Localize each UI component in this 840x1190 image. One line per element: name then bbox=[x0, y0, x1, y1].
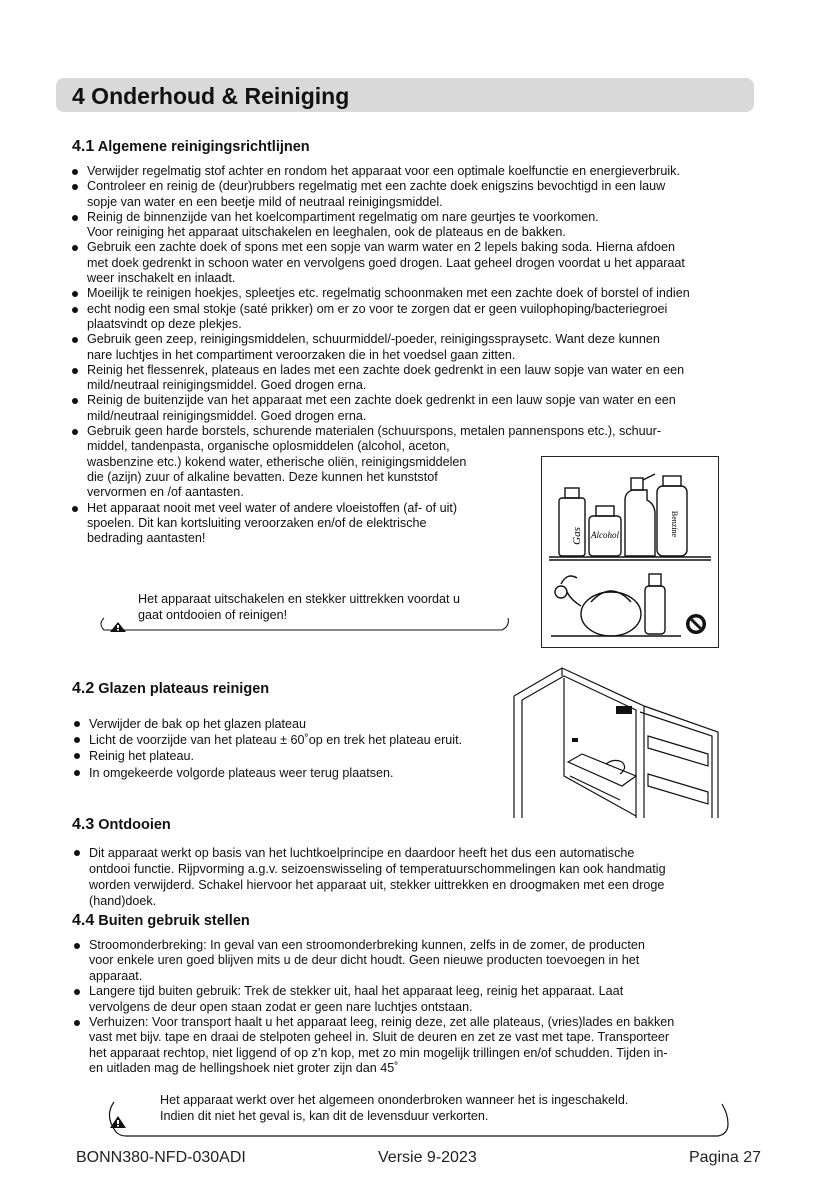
list-item bbox=[74, 732, 514, 748]
paragraph-line: Dit apparaat werkt op basis van het luchtkoelprincipe en daardoor heeft het dus een automatische bbox=[89, 846, 635, 860]
list-item-continuation: wasbenzine etc.) kokend water, etherische oliën, reinigingsmiddelen bbox=[87, 454, 467, 469]
fridge-illustration bbox=[512, 666, 734, 818]
paragraph-line: worden verwijderd. Schakel hiervoor het apparaat uit, stekker uittrekken en droogmaken met een droge bbox=[89, 878, 665, 892]
list-item-text: Verwijder de bak op het glazen plateau bbox=[89, 717, 307, 731]
list-item-text: Controleer en reinig de (deur)rubbers regelmatig met een zachte doek enigszins bevochtigd in een lauw bbox=[87, 179, 666, 194]
list-item bbox=[72, 286, 772, 301]
paragraph-line: ontdooi functie. Rijpvorming a.g.v. seizoenswisseling of temperatuurschommelingen kan ook handmatig bbox=[89, 862, 666, 876]
section-4-2-heading bbox=[72, 680, 269, 698]
warning-text: gaat ontdooien of reinigen! bbox=[138, 607, 288, 622]
warning-text: Het apparaat werkt over het algemeen ononderbroken wanneer het is ingeschakeld. bbox=[160, 1093, 629, 1107]
list-item bbox=[74, 938, 774, 984]
list-item-continuation: middel, tandenpasta, organische oplosmiddelen (alcohol, aceton, bbox=[87, 439, 450, 454]
section-title: Buiten gebruik stellen bbox=[98, 913, 250, 929]
list-item-continuation: sopje van water en een beetje mild of neutraal reinigingsmiddel. bbox=[87, 194, 443, 209]
list-item bbox=[72, 164, 772, 179]
list-item-text: Gebruik geen harde borstels, schurende materialen (schuurspons, metalen pannenspons etc.), schuur- bbox=[87, 424, 662, 439]
section-number: 4.1 bbox=[72, 138, 95, 155]
list-item-continuation: voor enkele uren goed blijven mits u de deur dicht houdt. Geen nieuwe producten toevoegen in het bbox=[89, 953, 640, 968]
list-item-continuation: die (azijn) zuur of alkaline bevatten. Deze kunnen het kunststof bbox=[87, 469, 438, 484]
section-number: 4.2 bbox=[72, 680, 95, 697]
list-item-continuation: apparaat. bbox=[89, 968, 143, 983]
list-item-text: Verwijder regelmatig stof achter en rondom het apparaat voor een optimale koelfunctie en energieverbruik. bbox=[87, 164, 680, 178]
chapter-title: 4 Onderhoud & Reiniging bbox=[72, 83, 350, 109]
section-4-4-list bbox=[74, 938, 774, 1077]
list-item-text: Reinig het flessenrek, plateaus en lades met een zachte doek gedrenkt in een lauw sopje van water en een bbox=[87, 362, 685, 377]
list-item bbox=[74, 1015, 774, 1077]
list-item-text: Reinig de buitenzijde van het apparaat met een zachte doek gedrenkt in een lauw sopje van water en een bbox=[87, 393, 676, 408]
list-item-continuation: spoelen. Dit kan kortsluiting veroorzaken en/of de elektrische bbox=[87, 515, 427, 530]
section-number: 4.3 bbox=[72, 816, 95, 833]
section-title: Ontdooien bbox=[98, 817, 171, 833]
list-item-text: Gebruik een zachte doek of spons met een sopje van warm water en 2 lepels baking soda. Hierna afdoen bbox=[87, 240, 676, 255]
section-4-3-heading bbox=[72, 816, 171, 834]
list-item-continuation: nare luchtjes in het compartiment veroorzaken die in het voedsel gaan zitten. bbox=[87, 347, 516, 362]
list-item-text: Het apparaat nooit met veel water of andere vloeistoffen (af- of uit) bbox=[87, 500, 458, 515]
list-item bbox=[72, 240, 772, 286]
list-item bbox=[74, 748, 514, 764]
list-item-continuation: vervolgens de deur open staan zodat er geen nare luchtjes ontstaan. bbox=[89, 999, 473, 1014]
section-number: 4.4 bbox=[72, 912, 95, 929]
section-4-4-heading bbox=[72, 912, 250, 930]
warning-4-4 bbox=[160, 1093, 628, 1124]
section-4-2-list bbox=[74, 716, 514, 781]
list-item-continuation: weer inschakelt en inlaadt. bbox=[87, 271, 236, 286]
list-item-text: Verhuizen: Voor transport haalt u het apparaat leeg, reinig deze, zet alle plateaus, (vries)lades en bakken bbox=[89, 1015, 675, 1030]
label-benzine: Benzine bbox=[670, 510, 679, 538]
list-item-text: Stroomonderbreking: In geval van een stroomonderbreking kunnen, zelfs in de zomer, de producten bbox=[89, 938, 645, 952]
list-item-continuation: het apparaat rechtop, niet liggend of op z'n kop, met zo min mogelijk trillingen en/of schudden. Tijden in- bbox=[89, 1045, 668, 1060]
list-item-text: In omgekeerde volgorde plateaus weer terug plaatsen. bbox=[89, 765, 394, 780]
list-item-text: Reinig de binnenzijde van het koelcompartiment regelmatig om nare geurtjes te voorkomen. bbox=[87, 209, 599, 224]
list-item-continuation: Voor reiniging het apparaat uitschakelen en leeghalen, ook de plateaus en de bakken. bbox=[87, 225, 566, 240]
list-item bbox=[72, 393, 772, 424]
footer-page-number: Pagina 27 bbox=[689, 1149, 762, 1166]
warning-4-1 bbox=[138, 592, 460, 623]
list-item bbox=[72, 302, 772, 333]
list-item-continuation: bedrading aantasten! bbox=[87, 531, 206, 546]
list-item-text: Moeilijk te reinigen hoekjes, spleetjes etc. regelmatig schoonmaken met een zachte doek of borstel of indien bbox=[87, 286, 690, 301]
chemicals-illustration bbox=[541, 456, 719, 648]
section-title: Glazen plateaus reinigen bbox=[98, 681, 270, 697]
footer-model: BONN380-NFD-030ADI bbox=[76, 1149, 246, 1166]
list-item-continuation: vast met bijv. tape en draai de stelpoten geheel in. Sluit de deuren en zet ze vast met tape. Transporteer bbox=[89, 1030, 670, 1045]
warning-text: Indien dit niet het geval is, kan dit de levensduur verkorten. bbox=[160, 1108, 489, 1123]
section-title: Algemene reinigingsrichtlijnen bbox=[97, 139, 310, 155]
section-4-3-paragraph bbox=[74, 845, 789, 909]
list-item-continuation: en uitladen mag de hellingshoek niet groter zijn dan 45˚ bbox=[89, 1061, 399, 1076]
list-item bbox=[72, 332, 772, 363]
list-item-continuation: mild/neutraal reinigingsmiddel. Goed drogen erna. bbox=[87, 408, 367, 423]
section-4-1-heading bbox=[72, 138, 310, 156]
list-item-text: echt nodig een smal stokje (saté prikker) om er zo voor te zorgen dat er geen vuilophoping/bacteriegroei bbox=[87, 301, 668, 316]
list-item-continuation: mild/neutraal reinigingsmiddel. Goed drogen erna. bbox=[87, 378, 367, 393]
prohibition-icon bbox=[686, 614, 706, 634]
list-item-text: Licht de voorzijde van het plateau ± 60˚op en trek het plateau eruit. bbox=[89, 733, 463, 748]
list-item-continuation: plaatsvindt op deze plekjes. bbox=[87, 316, 242, 331]
list-item bbox=[72, 179, 772, 210]
warning-text: Het apparaat uitschakelen en stekker uittrekken voordat u bbox=[138, 592, 461, 606]
label-gas: Gas bbox=[571, 527, 583, 545]
list-item-text: Gebruik geen zeep, reinigingsmiddelen, schuurmiddel/-poeder, reinigingsspraysetc. Want deze kunnen bbox=[87, 332, 660, 347]
label-alcohol: Alcohol bbox=[591, 530, 619, 540]
list-item bbox=[72, 363, 772, 394]
paragraph-line: (hand)doek. bbox=[89, 894, 157, 908]
list-item-text: Langere tijd buiten gebruik: Trek de stekker uit, haal het apparaat leeg, reinig het apparaat. Laat bbox=[89, 984, 624, 999]
list-item-continuation: vervormen en /of aantasten. bbox=[87, 485, 244, 500]
list-item-continuation: met doek gedrenkt in schoon water en vervolgens goed drogen. Laat geheel drogen voordat u het apparaat bbox=[87, 255, 685, 270]
footer-version: Versie 9-2023 bbox=[378, 1149, 477, 1166]
list-item-text: Reinig het plateau. bbox=[89, 749, 195, 764]
list-item bbox=[72, 210, 772, 241]
list-item bbox=[74, 716, 514, 732]
list-item bbox=[74, 984, 774, 1015]
list-item bbox=[74, 765, 514, 781]
